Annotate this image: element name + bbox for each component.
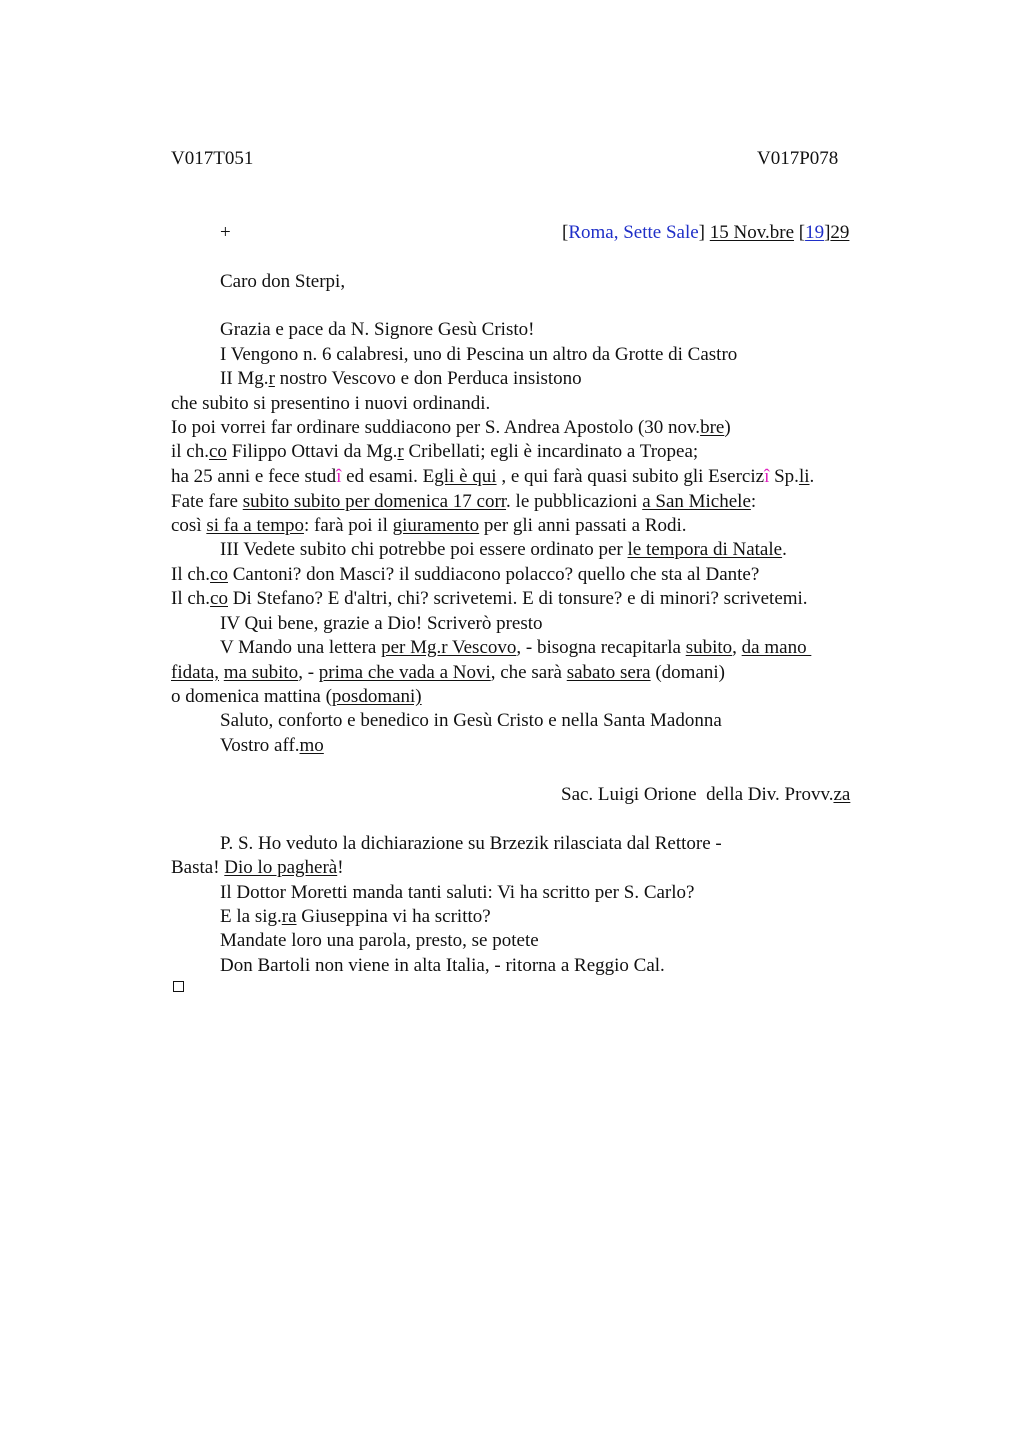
text-segment: II Mg.	[220, 368, 269, 389]
line-ordination	[171, 416, 731, 440]
underlined-phrase: a San Michele	[642, 491, 751, 512]
postscript-line-6: Don Bartoli non viene in alta Italia, - ritorna a Reggio Cal.	[220, 955, 665, 976]
paragraph-5-continued	[171, 661, 725, 685]
signature-text: Sac. Luigi Orione della Div. Provv.	[561, 784, 834, 805]
paragraph-2-continued: che subito si presentino i nuovi ordinandi.	[171, 393, 491, 414]
abbrev-superscript: co	[210, 588, 228, 609]
salutation: Caro don Sterpi,	[220, 271, 346, 292]
line-studies	[171, 465, 814, 489]
text-segment: E la sig.	[220, 906, 282, 927]
text-segment: Filippo Ottavi da Mg.	[226, 441, 398, 462]
abbrev-superscript: za	[833, 784, 851, 805]
text-segment: , - bisogna recapitarla	[516, 637, 686, 658]
text-segment: per gli anni passati a Rodi.	[479, 515, 687, 536]
end-mark-square-icon	[173, 981, 184, 992]
paragraph-5	[220, 636, 811, 660]
document-code-left: V017T051	[171, 148, 254, 169]
paragraph-2	[220, 367, 582, 391]
underlined-phrase: ma subito	[223, 662, 299, 683]
date-day-month: 15 Nov.bre	[709, 222, 794, 243]
text-segment: Basta!	[171, 857, 225, 878]
underlined-phrase: prima che vada a Novi	[318, 662, 491, 683]
underlined-phrase: fidata,	[171, 662, 220, 683]
text-segment: :	[750, 491, 757, 512]
text-segment: , e qui farà quasi subito gli Eserciz	[496, 466, 765, 487]
postscript-line-5: Mandate loro una parola, presto, se potete	[220, 930, 539, 951]
circumflex-char: î	[336, 466, 342, 487]
cross-symbol: +	[220, 222, 231, 243]
text-segment: .	[782, 539, 787, 560]
line-di-stefano	[171, 587, 808, 611]
abbrev-superscript: co	[209, 441, 227, 462]
postscript-line-1: P. S. Ho veduto la dichiarazione su Brzezik rilasciata dal Rettore -	[220, 833, 722, 854]
line-publications	[171, 490, 756, 514]
text-segment: , -	[298, 662, 319, 683]
underlined-phrase: giuramento	[392, 515, 480, 536]
text-segment: Il ch.	[171, 588, 211, 609]
text-segment: . le pubblicazioni	[506, 491, 643, 512]
text-segment: ed esami. E	[341, 466, 435, 487]
text-segment: nostro Vescovo e don Perduca insistono	[274, 368, 582, 389]
paragraph-3	[220, 538, 787, 562]
underlined-phrase: per Mg.r Vescovo	[381, 637, 517, 658]
closing-line	[220, 734, 324, 758]
text-segment: Cribellati; egli è incardinato a Tropea;	[403, 441, 699, 462]
postscript-line-2	[171, 856, 344, 880]
underlined-phrase: subito	[685, 637, 733, 658]
paragraph-1: I Vengono n. 6 calabresi, uno di Pescina un altro da Grotte di Castro	[220, 344, 738, 365]
paragraph-5-end	[171, 685, 422, 709]
underlined-phrase: gli è qui	[434, 466, 497, 487]
abbrev-superscript: r	[397, 441, 404, 462]
abbrev-superscript: r	[268, 368, 275, 389]
underlined-phrase: si fa a tempo	[206, 515, 304, 536]
text-segment: , che sarà	[490, 662, 567, 683]
text-segment: ha 25 anni e fece stud	[171, 466, 337, 487]
text-segment: il ch.	[171, 441, 209, 462]
abbrev-superscript: li	[798, 466, 810, 487]
text-segment: Il ch.	[171, 564, 211, 585]
text-segment: .	[809, 466, 815, 487]
text-segment: )	[724, 417, 731, 438]
text-segment: Di Stefano? E d'altri, chi? scrivetemi. E di tonsure? e di minori? scrivetemi.	[227, 588, 808, 609]
document-code-right: V017P078	[757, 148, 839, 169]
text-segment: Giuseppina vi ha scritto?	[296, 906, 491, 927]
text-segment: Vostro aff.	[220, 735, 300, 756]
text-segment: : farà poi il	[303, 515, 393, 536]
abbrev-superscript: bre	[700, 417, 725, 438]
text-segment: III Vedete subito chi potrebbe poi essere ordinato per	[220, 539, 628, 560]
text-segment: Io poi vorrei far ordinare suddiacono per S. Andrea Apostolo (30 nov.	[171, 417, 701, 438]
text-segment: Cantoni? don Masci? il suddiacono polacco? quello che sta al Dante?	[227, 564, 760, 585]
underlined-phrase: Dio lo pagherà	[224, 857, 338, 878]
text-segment: così	[171, 515, 207, 536]
dateline: [Roma, Sette Sale] 15 Nov.bre [19]29	[562, 222, 850, 243]
closing-blessing: Saluto, conforto e benedico in Gesù Cristo e nella Santa Madonna	[220, 710, 722, 731]
text-segment: (domani)	[650, 662, 726, 683]
abbrev-superscript: ra	[281, 906, 297, 927]
line-cantoni	[171, 563, 759, 587]
text-segment: o domenica mattina (	[171, 686, 332, 707]
postscript-line-4	[220, 905, 491, 929]
underlined-phrase: subito subito per domenica 17 corr	[242, 491, 507, 512]
postscript-line-3: Il Dottor Moretti manda tanti saluti: Vi ha scritto per S. Carlo?	[220, 882, 695, 903]
date-year-suffix: 29	[830, 222, 850, 243]
date-year-prefix: 19	[805, 222, 825, 243]
greeting-line: Grazia e pace da N. Signore Gesù Cristo!	[220, 319, 535, 340]
text-segment: Sp.	[769, 466, 799, 487]
underlined-phrase: sabato sera	[566, 662, 651, 683]
place-name: Roma, Sette Sale	[568, 222, 699, 243]
underlined-phrase: le tempora di Natale	[627, 539, 783, 560]
underlined-phrase: da mano	[741, 637, 812, 658]
paragraph-4: IV Qui bene, grazie a Dio! Scriverò presto	[220, 613, 543, 634]
circumflex-char: î	[764, 466, 770, 487]
text-segment: !	[337, 857, 344, 878]
signature	[561, 783, 850, 807]
text-segment: ,	[732, 637, 742, 658]
line-oath	[171, 514, 687, 538]
underlined-phrase: posdomani)	[331, 686, 422, 707]
text-segment: Fate fare	[171, 491, 243, 512]
abbrev-superscript: mo	[299, 735, 324, 756]
text-segment: V Mando una lettera	[220, 637, 382, 658]
line-ottavi	[171, 440, 698, 464]
abbrev-superscript: co	[210, 564, 228, 585]
